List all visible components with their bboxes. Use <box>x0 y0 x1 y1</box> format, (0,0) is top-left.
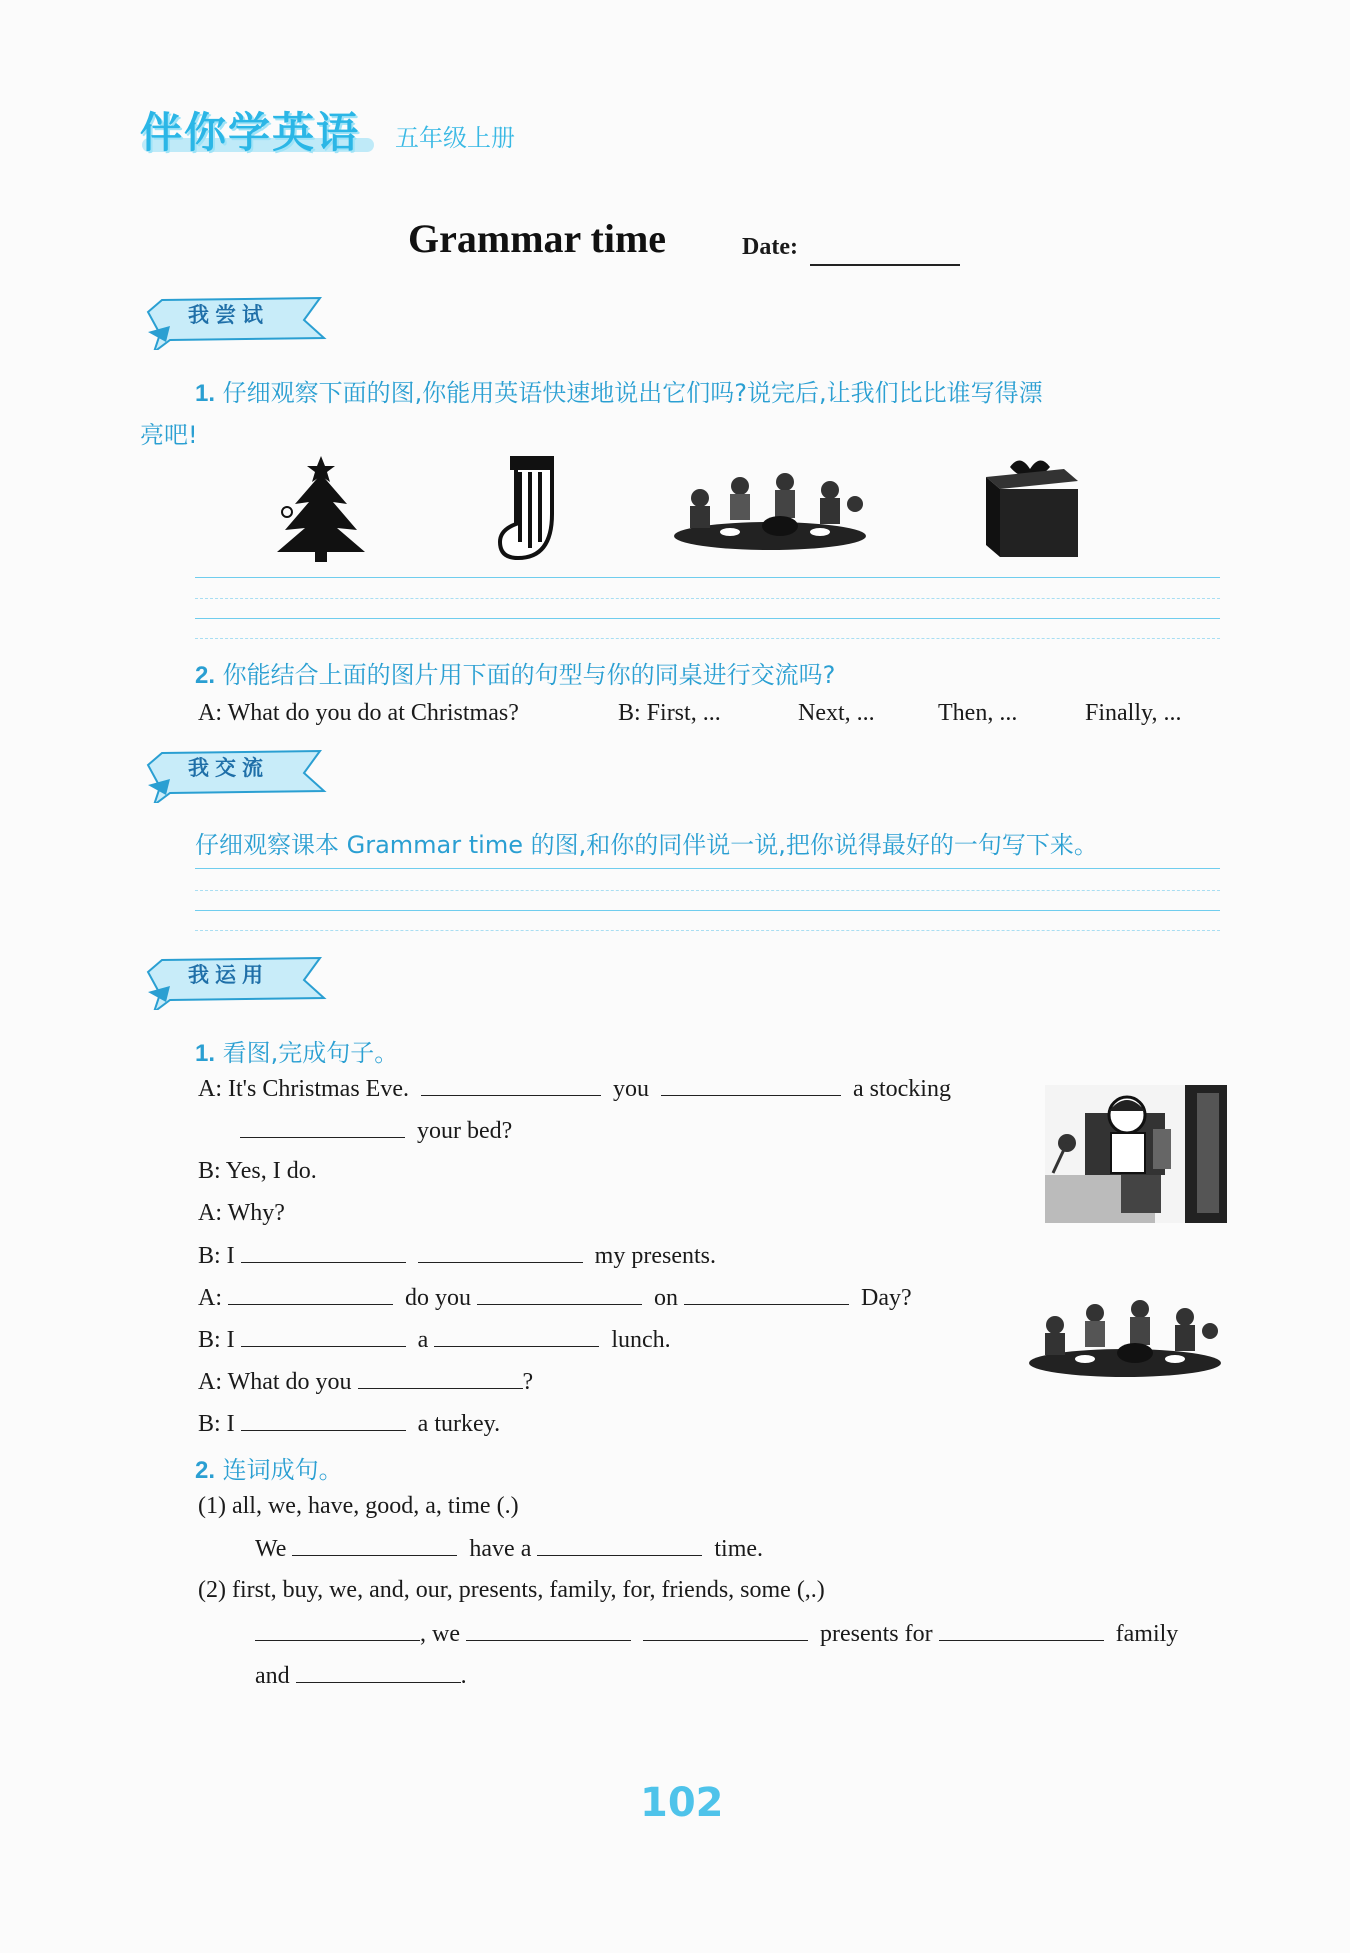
text-segment: A: It's Christmas Eve. <box>198 1076 409 1102</box>
badge-label: 我交流 <box>188 756 269 780</box>
answer-blank[interactable] <box>466 1620 631 1641</box>
text-segment: a <box>417 1327 429 1353</box>
writing-line[interactable] <box>195 598 1220 599</box>
date-label: Date: <box>742 234 798 260</box>
dialogue-finally: Finally, ... <box>1085 700 1182 726</box>
text-segment: do you <box>405 1285 471 1311</box>
writing-line[interactable] <box>195 910 1220 911</box>
answer-blank[interactable] <box>434 1326 599 1347</box>
answer-blank[interactable] <box>643 1620 808 1641</box>
question-text: 仔细观察下面的图,你能用英语快速地说出它们吗?说完后,让我们比比谁写得漂 <box>222 379 1043 407</box>
scramble-2-answer-cont <box>255 1662 467 1690</box>
page-number: 102 <box>640 1780 724 1826</box>
exercise-line-7 <box>198 1326 671 1354</box>
text-segment: have a <box>469 1536 532 1562</box>
text-segment: , we <box>420 1621 460 1647</box>
answer-blank[interactable] <box>241 1242 406 1263</box>
exercise-line-6 <box>198 1284 912 1312</box>
answer-blank[interactable] <box>255 1620 420 1641</box>
try-q2-line <box>195 655 835 690</box>
stocking-icon <box>498 452 564 562</box>
text-segment: time. <box>714 1536 764 1562</box>
text-segment: a stocking <box>852 1076 951 1102</box>
text-segment: B: I <box>198 1327 235 1353</box>
text-segment: a turkey. <box>417 1411 501 1437</box>
text-segment: your bed? <box>417 1118 513 1144</box>
answer-blank[interactable] <box>939 1620 1104 1641</box>
family-dinner-icon <box>670 468 870 550</box>
answer-blank[interactable] <box>421 1075 601 1096</box>
dialogue-next: Next, ... <box>798 700 875 726</box>
writing-line[interactable] <box>195 638 1220 639</box>
question-number: 1. <box>195 1040 216 1067</box>
family-dinner-icon <box>1025 1295 1225 1377</box>
answer-blank[interactable] <box>296 1662 461 1683</box>
page-title: Grammar time <box>408 216 667 261</box>
exercise-line-8 <box>198 1368 533 1396</box>
answer-blank[interactable] <box>537 1535 702 1556</box>
text-segment: family <box>1115 1621 1179 1647</box>
dialogue-then: Then, ... <box>938 700 1018 726</box>
question-number: 2. <box>195 662 216 689</box>
gift-box-icon <box>980 455 1082 561</box>
use-q2-line <box>195 1450 343 1485</box>
exercise-line-3: B: Yes, I do. <box>198 1158 317 1184</box>
answer-blank[interactable] <box>661 1075 841 1096</box>
exercise-line-5 <box>198 1242 716 1270</box>
writing-line[interactable] <box>195 890 1220 891</box>
question-text: 连词成句。 <box>222 1456 343 1484</box>
try-q1-line1 <box>195 373 1043 408</box>
christmas-tree-icon <box>275 452 367 562</box>
badge-label: 我尝试 <box>188 303 269 327</box>
answer-blank[interactable] <box>240 1117 405 1138</box>
text-segment: . <box>460 1663 467 1689</box>
scramble-1: (1) all, we, have, good, a, time (.) <box>198 1493 519 1519</box>
text-segment: lunch. <box>611 1327 671 1353</box>
writing-line[interactable] <box>195 577 1220 578</box>
exercise-line-1 <box>198 1075 951 1103</box>
use-q1-line <box>195 1033 398 1068</box>
answer-blank[interactable] <box>241 1326 406 1347</box>
exercise-line-2 <box>240 1117 512 1145</box>
section-badge-try <box>140 290 330 338</box>
scramble-1-answer <box>255 1535 763 1563</box>
grade-label: 五年级上册 <box>395 124 515 152</box>
answer-blank[interactable] <box>418 1242 583 1263</box>
exercise-line-9 <box>198 1410 500 1438</box>
scramble-2: (2) first, buy, we, and, our, presents, family, for, friends, some (,.) <box>198 1577 825 1603</box>
answer-blank[interactable] <box>477 1284 642 1305</box>
text-segment: A: What do you <box>198 1369 352 1395</box>
dialogue-a: A: What do you do at Christmas? <box>198 700 519 726</box>
text-segment: you <box>612 1076 649 1102</box>
text-segment: and <box>255 1663 290 1689</box>
text-segment: We <box>255 1536 287 1562</box>
answer-blank[interactable] <box>228 1284 393 1305</box>
writing-line[interactable] <box>195 930 1220 931</box>
text-segment: on <box>654 1285 678 1311</box>
dialogue-b: B: First, ... <box>618 700 721 726</box>
scramble-2-answer <box>255 1620 1178 1648</box>
answer-blank[interactable] <box>241 1410 406 1431</box>
answer-blank[interactable] <box>292 1535 457 1556</box>
exercise-line-4: A: Why? <box>198 1200 285 1226</box>
try-q1-line2: 亮吧! <box>140 421 198 449</box>
text-segment: B: I <box>198 1411 235 1437</box>
section-badge-use <box>140 950 330 998</box>
text-segment: A: <box>198 1285 222 1311</box>
text-segment: Day? <box>861 1285 912 1311</box>
question-number: 1. <box>195 380 216 407</box>
question-text: 看图,完成句子。 <box>222 1039 399 1067</box>
talk-instruction: 仔细观察课本 Grammar time 的图,和你的同伴说一说,把你说得最好的一句写下来。 <box>195 831 1098 859</box>
badge-label: 我运用 <box>188 963 269 987</box>
boy-hanging-stocking-icon <box>1045 1085 1227 1223</box>
answer-blank[interactable] <box>684 1284 849 1305</box>
question-number: 2. <box>195 1457 216 1484</box>
text-segment: my presents. <box>594 1243 716 1269</box>
book-title: 伴你学英语 <box>140 108 361 157</box>
question-text: 你能结合上面的图片用下面的句型与你的同桌进行交流吗? <box>222 661 836 689</box>
text-segment: B: I <box>198 1243 235 1269</box>
writing-line[interactable] <box>195 618 1220 619</box>
answer-blank[interactable] <box>358 1368 523 1389</box>
writing-line[interactable] <box>195 868 1220 869</box>
text-segment: presents for <box>819 1621 933 1647</box>
date-field[interactable] <box>810 264 960 266</box>
section-badge-talk <box>140 743 330 791</box>
text-segment: ? <box>522 1369 534 1395</box>
